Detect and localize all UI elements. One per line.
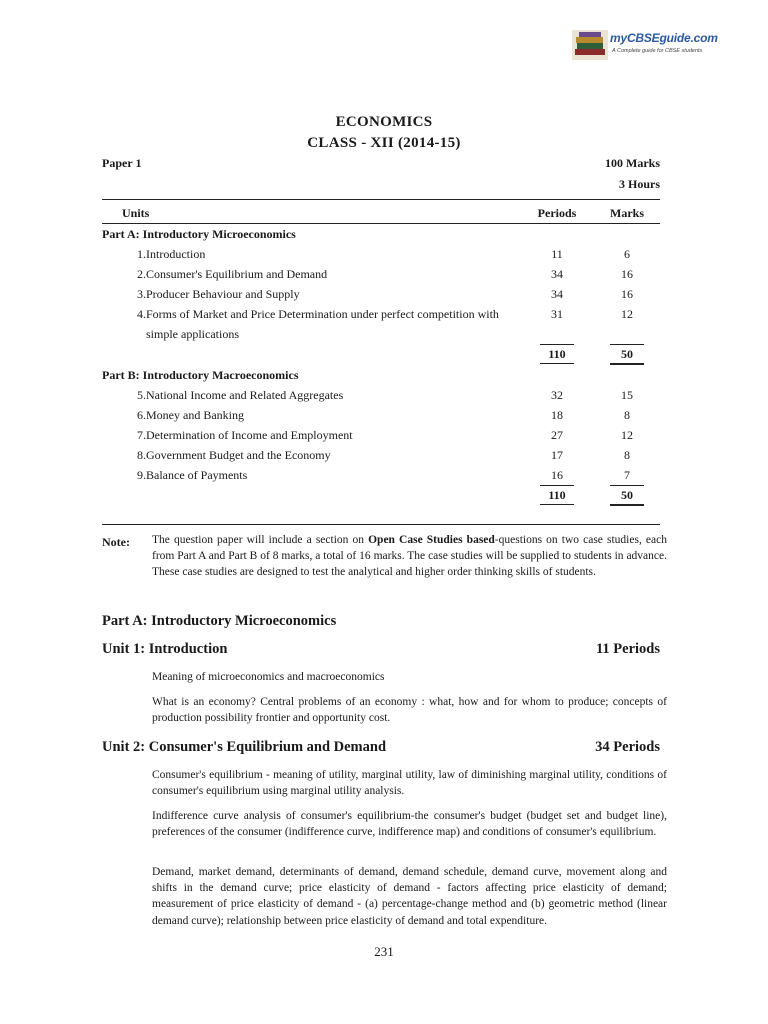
unit-marks: 16 [621,287,633,301]
duration: 3 Hours [618,177,660,191]
unit-marks: 8 [624,408,630,422]
unit-periods: 31 [551,307,563,321]
unit-number: 4. [137,307,146,321]
unit-periods: 34 [551,287,563,301]
unit-periods: 27 [551,428,563,442]
unit-2-para-2: Indifference curve analysis of consumer's equilibrium-the consumer's budget (budget set and budget line), preferences of the consumer (indifference curve, indifference map) and conditions of consumer's equilibrium. [152,810,667,839]
unit-marks: 15 [621,388,633,402]
unit-periods: 11 [551,247,563,261]
table-row [102,425,660,445]
unit-name: Forms of Market and Price Determination under perfect competition with [146,307,499,321]
unit-number: 7. [137,428,146,442]
table-row [102,465,660,485]
unit-number: 9. [137,468,146,482]
col-units: Units [122,206,150,220]
table-row [102,264,660,284]
unit-1-para-2: What is an economy? Central problems of an economy : what, how and for whom to produce; concepts of production possibility frontier and opportunity cost. [152,696,667,725]
table-row [102,304,660,324]
unit-number: 6. [137,408,146,422]
part-a-title: Part A: Introductory Microeconomics [102,224,660,245]
col-periods: Periods [537,206,577,220]
class-title: CLASS - XII (2014-15) [307,135,461,151]
unit-2-periods: 34 Periods [595,739,660,755]
note-label: Note: [102,535,130,549]
part-a-total-row [102,344,660,365]
unit-marks: 12 [621,307,633,321]
unit-marks: 6 [624,247,630,261]
unit-number: 5. [137,388,146,402]
table-row [102,244,660,264]
unit-number: 3. [137,287,146,301]
part-a-heading-row [102,224,660,245]
unit-1-para-1: Meaning of microeconomics and macroeconomics [152,671,385,683]
note-text-start: The question paper will include a section on [152,534,369,546]
part-b-title: Part B: Introductory Macroeconomics [102,368,299,382]
unit-1-heading [102,641,660,658]
unit-2-heading [102,739,660,756]
unit-name-continued: simple applications [146,327,239,341]
part-b-total-periods: 110 [540,485,574,505]
unit-marks: 7 [624,468,630,482]
table-row [102,385,660,405]
page-number: 231 [374,944,394,959]
unit-1-periods: 11 Periods [595,641,660,657]
unit-1-title: Unit 1: Introduction [102,641,228,657]
total-marks: 100 Marks [605,156,660,170]
part-b-total-marks: 50 [610,485,644,506]
note-emphasis: Open Case Studies based [368,534,495,546]
unit-2-para-1: Consumer's equilibrium - meaning of utility, marginal utility, law of diminishing marginal utility, conditions of consumer's equilibrium using marginal utility analysis. [152,769,667,798]
unit-marks: 12 [621,428,633,442]
table-top-rule [102,199,660,200]
part-a-total-marks: 50 [610,344,644,365]
syllabus-table [102,203,660,506]
logo-name: myCBSEguide.com [610,31,718,45]
unit-name: Money and Banking [146,408,244,422]
books-icon [572,30,608,60]
unit-name: Producer Behaviour and Supply [146,287,300,301]
note-text-end: -questions on two case studies, each from Part A and Part B of 8 marks, a total of 16 marks. The case studies will be supplied to students in advance. These case studies are designed to test the analytical and higher order thinking skills of students. [152,534,667,579]
unit-name: Consumer's Equilibrium and Demand [146,267,328,281]
logo-tagline: A Complete guide for CBSE students [612,48,703,54]
note-text [152,532,667,581]
paper-label: Paper 1 [102,156,142,170]
unit-number: 2. [137,267,146,281]
col-marks: Marks [610,206,644,220]
table-row [102,405,660,425]
part-b-heading-row [102,365,660,385]
unit-periods: 18 [551,408,563,422]
unit-2-title: Unit 2: Consumer's Equilibrium and Demand [102,739,387,755]
part-a-total-periods: 110 [540,344,574,364]
site-logo [572,28,720,62]
unit-name: Government Budget and the Economy [146,448,331,462]
part-a-heading: Part A: Introductory Microeconomics [102,613,337,629]
table-header-row [102,203,660,224]
unit-periods: 17 [551,448,563,462]
table-row-continuation [102,324,660,344]
table-bottom-rule [102,524,660,525]
table-row [102,284,660,304]
unit-name: Introduction [146,247,206,261]
table-row [102,445,660,465]
unit-name: National Income and Related Aggregates [146,388,344,402]
unit-periods: 16 [551,468,563,482]
unit-name: Balance of Payments [146,468,248,482]
unit-number: 8. [137,448,146,462]
unit-periods: 34 [551,267,563,281]
part-b-total-row [102,485,660,506]
unit-marks: 16 [621,267,633,281]
unit-2-para-3: Demand, market demand, determinants of demand, demand schedule, demand curve, movement along and shifts in the demand curve; price elasticity of demand - factors affecting price elasticity of demand; measurement of price elasticity of demand - (a) percentage-change method and (b) geometric method (linear demand curve); relationship between price elasticity of demand and total expenditure. [152,866,667,927]
unit-name: Determination of Income and Employment [146,428,353,442]
subject-title: ECONOMICS [335,114,433,130]
unit-periods: 32 [551,388,563,402]
unit-marks: 8 [624,448,630,462]
unit-number: 1. [137,247,146,261]
